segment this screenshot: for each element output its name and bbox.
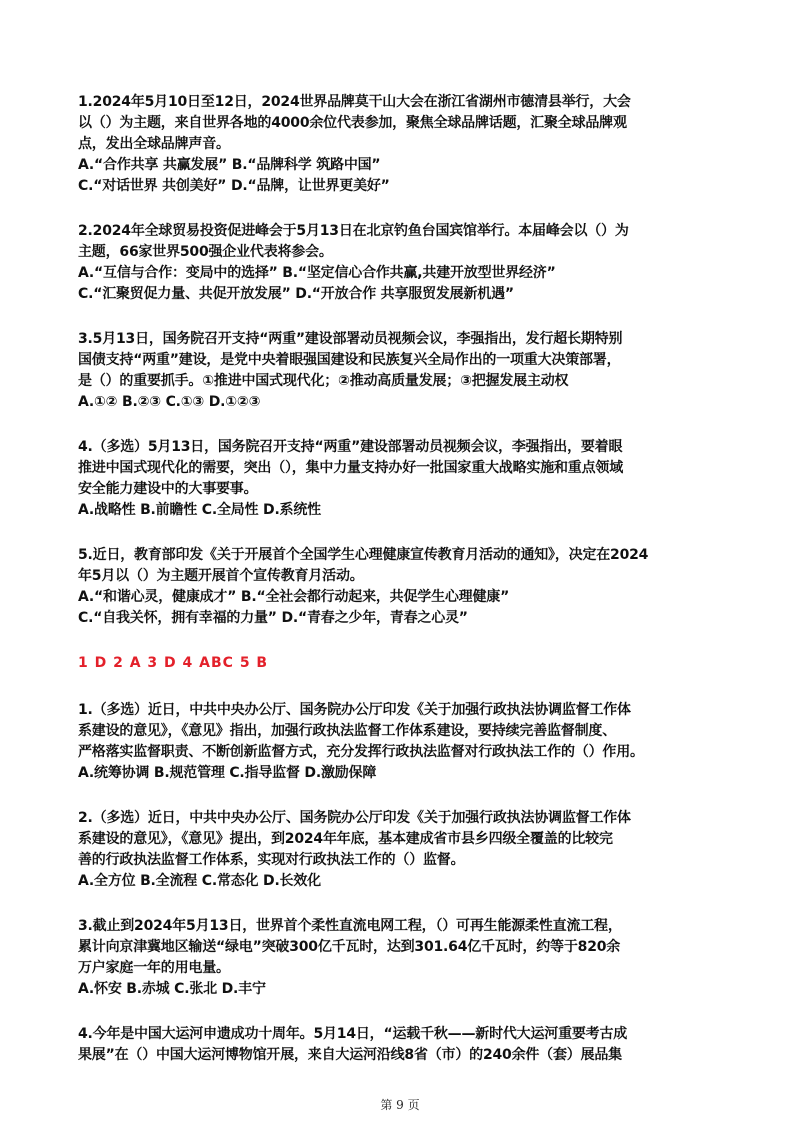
question-line: 万户家庭一年的用电量。 <box>78 960 230 976</box>
question-block <box>78 329 738 413</box>
question-line: 安全能力建设中的大事要事。 <box>78 481 258 497</box>
question-block <box>78 437 738 521</box>
question-line: 国债支持“两重”建设，是党中央着眼强国建设和民族复兴全局作出的一项重大决策部署， <box>78 352 621 368</box>
question-line: 主题，66家世界500强企业代表将参会。 <box>78 244 333 260</box>
question-line: A.①② B.②③ C.①③ D.①②③ <box>78 394 261 410</box>
question-line: 1.2024年5月10日至12日，2024世界品牌莫干山大会在浙江省湖州市德清县举行，大会 <box>78 94 631 110</box>
question-line: A.战略性 B.前瞻性 C.全局性 D.系统性 <box>78 502 321 518</box>
question-line: C.“对话世界 共创美好” D.“品牌，让世界更美好” <box>78 178 390 194</box>
page-number: 第 9 页 <box>380 1098 420 1112</box>
question-line: 1.（多选）近日，中共中央办公厅、国务院办公厅印发《关于加强行政执法协调监督工作体 <box>78 702 631 718</box>
question-block <box>78 92 738 197</box>
question-line: 5.近日，教育部印发《关于开展首个全国学生心理健康宣传教育月活动的通知》，决定在2024 <box>78 547 649 563</box>
question-line: 严格落实监督职责、不断创新监督方式，充分发挥行政执法监督对行政执法工作的（）作用。 <box>78 744 644 760</box>
question-group-b <box>78 700 738 1066</box>
question-line: 善的行政执法监督工作体系，实现对行政执法工作的（）监督。 <box>78 852 465 868</box>
question-line: 2.（多选）近日，中共中央办公厅、国务院办公厅印发《关于加强行政执法协调监督工作体 <box>78 810 631 826</box>
question-line: 点，发出全球品牌声音。 <box>78 136 230 152</box>
question-line: 以（）为主题，来自世界各地的4000余位代表参加，聚焦全球品牌话题，汇聚全球品牌观 <box>78 115 627 131</box>
question-block <box>78 700 738 784</box>
question-group-a <box>78 92 738 629</box>
question-line: A.全方位 B.全流程 C.常态化 D.长效化 <box>78 873 321 889</box>
question-line: A.“和谐心灵，健康成才” B.“全社会都行动起来，共促学生心理健康” <box>78 589 510 605</box>
question-line: A.统筹协调 B.规范管理 C.指导监督 D.激励保障 <box>78 765 377 781</box>
question-line: 果展”在（）中国大运河博物馆开展，来自大运河沿线8省（市）的240余件（套）展品集 <box>78 1047 622 1063</box>
question-line: 4.（多选）5月13日，国务院召开支持“两重”建设部署动员视频会议，李强指出，要着眼 <box>78 439 623 455</box>
question-line: 是（）的重要抓手。①推进中国式现代化；②推动高质量发展；③把握发展主动权 <box>78 373 569 389</box>
question-line: C.“汇聚贸促力量、共促开放发展” D.“开放合作 共享服贸发展新机遇” <box>78 286 514 302</box>
document-body <box>78 92 738 1090</box>
question-line: 2.2024年全球贸易投资促进峰会于5月13日在北京钓鱼台国宾馆举行。本届峰会以（）为 <box>78 223 629 239</box>
question-line: 累计向京津冀地区输送“绿电”突破300亿千瓦时，达到301.64亿千瓦时，约等于820余 <box>78 939 621 955</box>
question-line: C.“自我关怀，拥有幸福的力量” D.“青春之少年，青春之心灵” <box>78 610 468 626</box>
question-line: 3.截止到2024年5月13日，世界首个柔性直流电网工程，（）可再生能源柔性直流工程， <box>78 918 622 934</box>
question-line: A.怀安 B.赤城 C.张北 D.丰宁 <box>78 981 266 997</box>
question-line: 年5月以（）为主题开展首个宣传教育月活动。 <box>78 568 364 584</box>
question-block <box>78 1024 738 1066</box>
question-block <box>78 545 738 629</box>
question-block <box>78 808 738 892</box>
answer-key: 1 D 2 A 3 D 4 ABC 5 B <box>78 655 269 671</box>
question-line: 系建设的意见》，《意见》提出，到2024年年底，基本建成省市县乡四级全覆盖的比较完 <box>78 831 613 847</box>
question-block <box>78 221 738 305</box>
question-line: A.“合作共享 共赢发展” B.“品牌科学 筑路中国” <box>78 157 381 173</box>
question-line: 3.5月13日，国务院召开支持“两重”建设部署动员视频会议，李强指出，发行超长期特别 <box>78 331 623 347</box>
question-line: A.“互信与合作：变局中的选择” B.“坚定信心合作共赢,共建开放型世界经济” <box>78 265 556 281</box>
question-line: 4.今年是中国大运河申遗成功十周年。5月14日，“运载千秋——新时代大运河重要考古成 <box>78 1026 628 1042</box>
question-block <box>78 916 738 1000</box>
question-line: 推进中国式现代化的需要，突出（），集中力量支持办好一批国家重大战略实施和重点领域 <box>78 460 623 476</box>
question-line: 系建设的意见》，《意见》指出，加强行政执法监督工作体系建设，要持续完善监督制度、 <box>78 723 616 739</box>
